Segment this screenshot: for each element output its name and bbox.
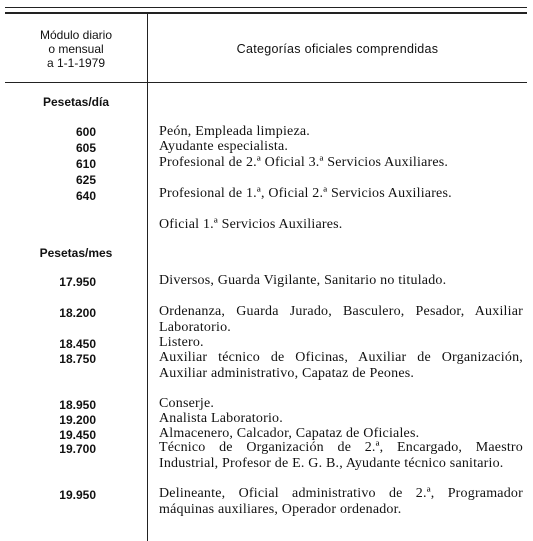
amount-monthly-7: 19.450 <box>59 428 96 442</box>
amount-monthly-1: 17.950 <box>59 275 96 289</box>
amount-monthly-3: 18.450 <box>59 337 96 351</box>
section-label-daily: Pesetas/día <box>42 95 110 109</box>
category-monthly-6: Analista Laboratorio. <box>159 411 283 426</box>
header-rule <box>5 82 527 83</box>
category-daily-3: Profesional de 2.ª Oficial 3.ª Servicios Auxiliares. <box>159 155 449 170</box>
header-amount-column <box>5 28 147 70</box>
header-left-line-1: Módulo diario <box>39 28 113 42</box>
amount-monthly-6: 19.200 <box>59 413 96 427</box>
top-rule-thick <box>5 12 527 14</box>
category-daily-5: Oficial 1.ª Servicios Auxiliares. <box>159 217 343 232</box>
top-rule-thin <box>5 7 527 8</box>
amount-daily-1: 600 <box>75 125 96 139</box>
category-monthly-3: Listero. <box>159 335 204 350</box>
section-label-monthly: Pesetas/mes <box>39 246 113 260</box>
header-left-line-3: a 1-1-1979 <box>46 56 106 70</box>
category-monthly-4: Auxiliar técnico de Oficinas, Auxiliar de Organización, Auxiliar administrativo, Capataz de Peones. <box>159 350 523 381</box>
amount-monthly-4: 18.750 <box>59 352 96 366</box>
category-monthly-2: Ordenanza, Guarda Jurado, Basculero, Pesador, Auxiliar Laboratorio. <box>159 304 523 335</box>
amount-monthly-2: 18.200 <box>59 306 96 320</box>
category-daily-1: Peón, Empleada limpieza. <box>159 124 310 139</box>
amount-daily-3: 610 <box>75 157 96 171</box>
amount-monthly-8: 19.700 <box>59 442 96 456</box>
column-divider <box>147 14 148 541</box>
amount-daily-2: 605 <box>75 141 96 155</box>
category-monthly-5: Conserje. <box>159 396 215 411</box>
category-monthly-1: Diversos, Guarda Vigilante, Sanitario no titulado. <box>159 273 447 288</box>
amount-monthly-5: 18.950 <box>59 398 96 412</box>
amount-monthly-9: 19.950 <box>59 488 96 502</box>
header-left-line-2: o mensual <box>48 42 104 56</box>
category-daily-4: Profesional de 1.ª, Oficial 2.ª Servicios Auxiliares. <box>159 186 452 201</box>
category-monthly-8: Técnico de Organización de 2.ª, Encargado, Maestro Industrial, Profesor de E. G. B., Ayudante técnico sanitario. <box>159 440 523 471</box>
category-monthly-9: Delineante, Oficial administrativo de 2.ª, Programador máquinas auxiliares, Operador ordenador. <box>159 486 523 517</box>
category-daily-2: Ayudante especialista. <box>159 139 289 154</box>
amount-daily-4: 625 <box>75 173 96 187</box>
category-monthly-7: Almacenero, Calcador, Capataz de Oficiales. <box>159 426 420 441</box>
amount-daily-5: 640 <box>75 189 96 203</box>
header-category-column: Categorías oficiales comprendidas <box>236 42 439 56</box>
